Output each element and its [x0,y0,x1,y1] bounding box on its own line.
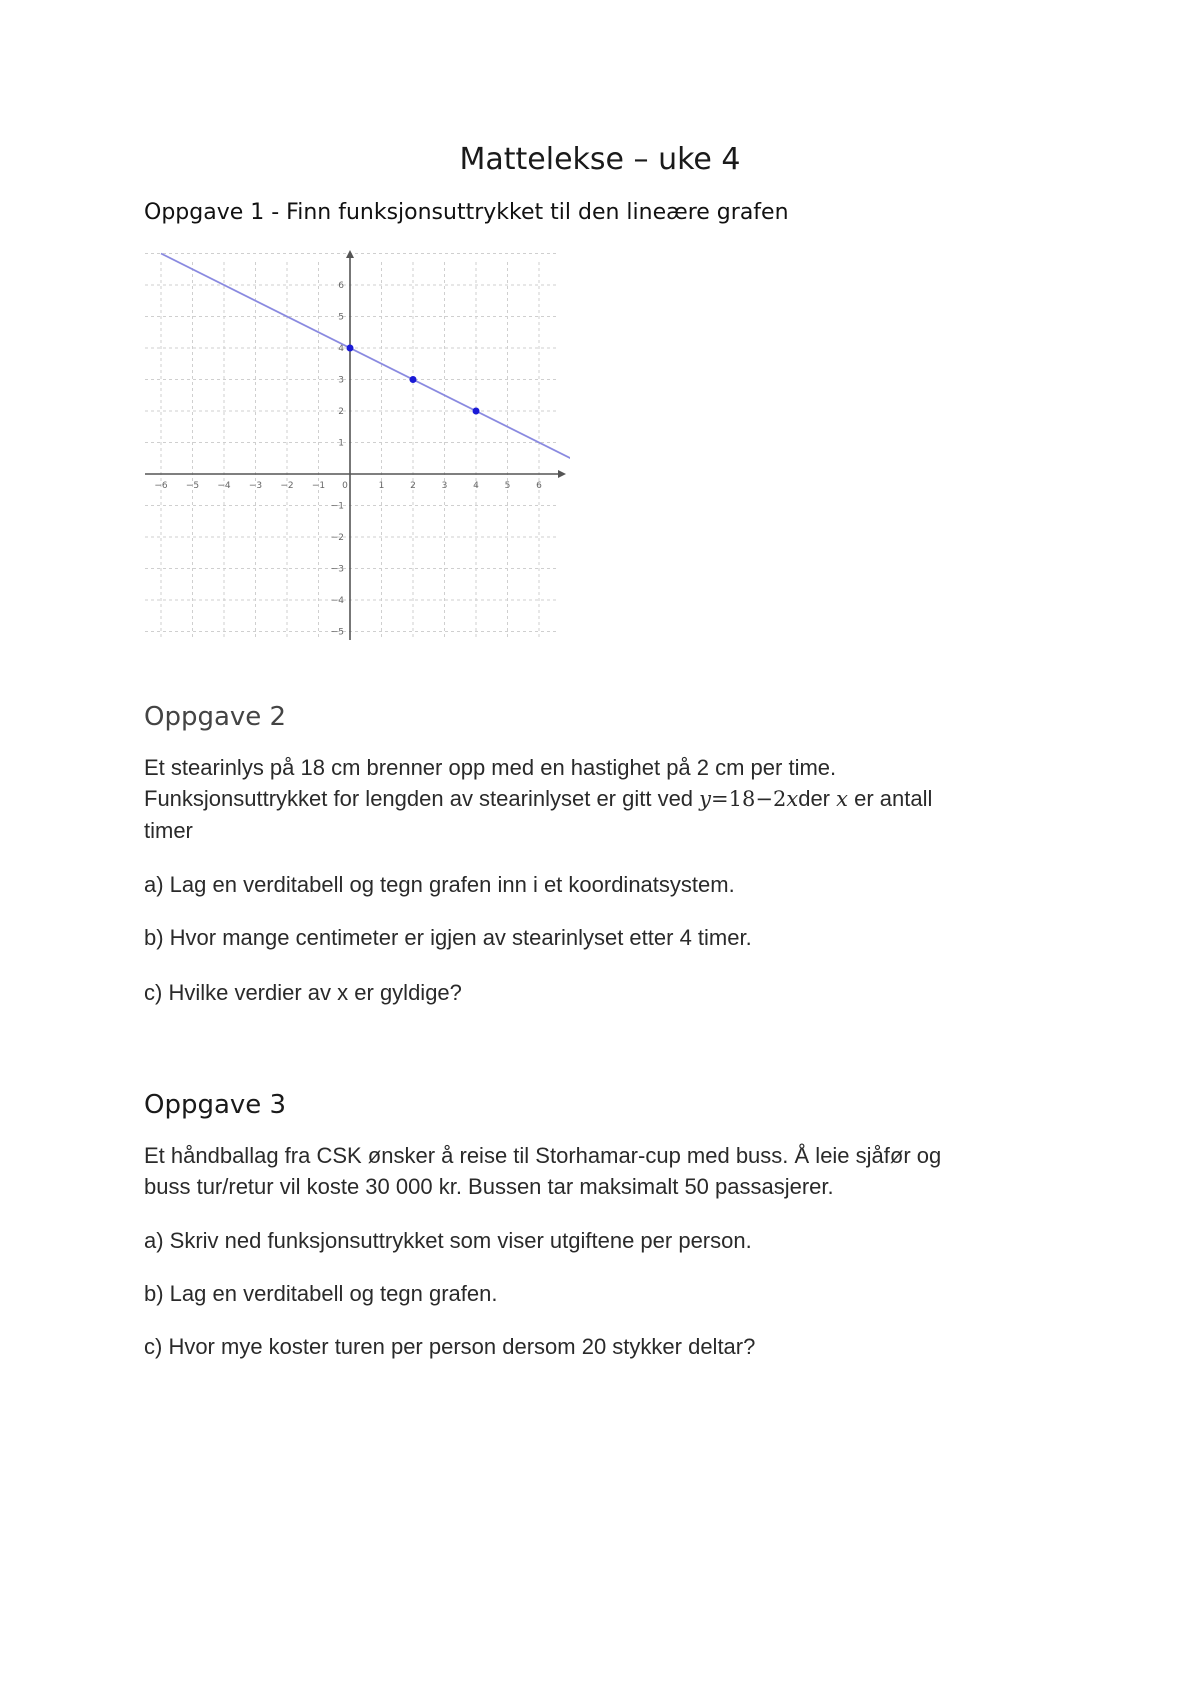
grid-lines [145,254,570,641]
x-tick-label: −3 [248,481,263,491]
task3-question-c: c) Hvor mye koster turen per person dersom 20 stykker deltar? [144,1334,756,1359]
task2-heading: Oppgave 2 [144,702,287,732]
formula-num2: 2 [772,787,787,811]
x-tick-label: 6 [536,481,542,491]
task3-question-b: b) Lag en verditabell og tegn grafen. [144,1281,498,1306]
formula-y: y [699,787,712,811]
task2-question-a: a) Lag en verditabell og tegn grafen inn i et koordinatsystem. [144,872,735,897]
formula-num1: 18 [728,787,756,811]
axes [145,250,566,640]
graph-line-segment [161,254,570,459]
task2-question-b: b) Hvor mange centimeter er igjen av stearinlyset etter 4 timer. [144,925,752,950]
formula-minus: − [755,787,773,811]
y-tick-label: 5 [338,312,344,323]
task2-intro-line2-prefix: Funksjonsuttrykket for lengden av stearinlyset er gitt ved [144,786,700,811]
graph-point [410,376,417,383]
task2-intro-x: x [836,787,848,811]
y-tick-label: 4 [338,344,344,354]
document-title: Mattelekse – uke 4 [459,142,741,177]
y-tick-label: −4 [330,596,344,606]
x-tick-label: 2 [410,481,416,491]
x-tick-label: −2 [280,481,294,491]
task2-question-c: c) Hvilke verdier av x er gyldige? [144,980,462,1005]
task2-intro-line2 [144,783,1044,815]
y-tick-label: −1 [330,501,344,512]
y-tick-label: −3 [330,564,344,575]
task3-intro-line1: Et håndballag fra CSK ønsker å reise til Storhamar-cup med buss. Å leie sjåfør og [144,1143,942,1168]
tick-labels [154,281,542,638]
task2-intro-line1: Et stearinlys på 18 cm brenner opp med en hastighet på 2 cm per time. [144,755,837,780]
task2-intro-line2-suffix: er antall [847,786,933,811]
formula-x: x [786,787,799,811]
task2-intro-line3: timer [144,818,193,843]
formula-eq: = [711,787,729,811]
graph-point [473,408,480,415]
task3-heading: Oppgave 3 [144,1090,287,1120]
y-tick-label: 3 [338,375,344,386]
x-tick-label: −5 [185,481,200,491]
x-tick-label: −1 [311,481,326,491]
x-tick-label: 3 [441,481,448,491]
x-tick-label: 0 [342,481,348,491]
y-tick-label: 2 [338,407,344,417]
task2-formula [699,787,798,811]
y-tick-label: −2 [330,533,344,543]
task3-intro [144,1140,1044,1202]
x-tick-label: 4 [473,481,479,491]
task2-intro-line2-mid: der [798,786,837,811]
task2-intro [144,752,1044,846]
y-tick-label: 1 [338,438,344,449]
task1-heading: Oppgave 1 - Finn funksjonsuttrykket til den lineære grafen [144,200,789,225]
graph-line [161,254,570,459]
task3-question-a: a) Skriv ned funksjonsuttrykket som viser utgiftene per person. [144,1228,752,1253]
linear-graph [140,242,570,642]
task3-intro-line2: buss tur/retur vil koste 30 000 kr. Bussen tar maksimalt 50 passasjerer. [144,1174,834,1199]
y-axis-arrow [346,250,354,258]
y-tick-label: 6 [338,281,344,291]
graph-point [347,345,354,352]
x-tick-label: −6 [154,481,168,491]
x-tick-label: −4 [217,481,231,491]
x-tick-label: 1 [378,481,385,491]
y-tick-label: −5 [330,627,344,638]
x-tick-label: 5 [504,481,511,491]
x-axis-arrow [558,470,566,478]
